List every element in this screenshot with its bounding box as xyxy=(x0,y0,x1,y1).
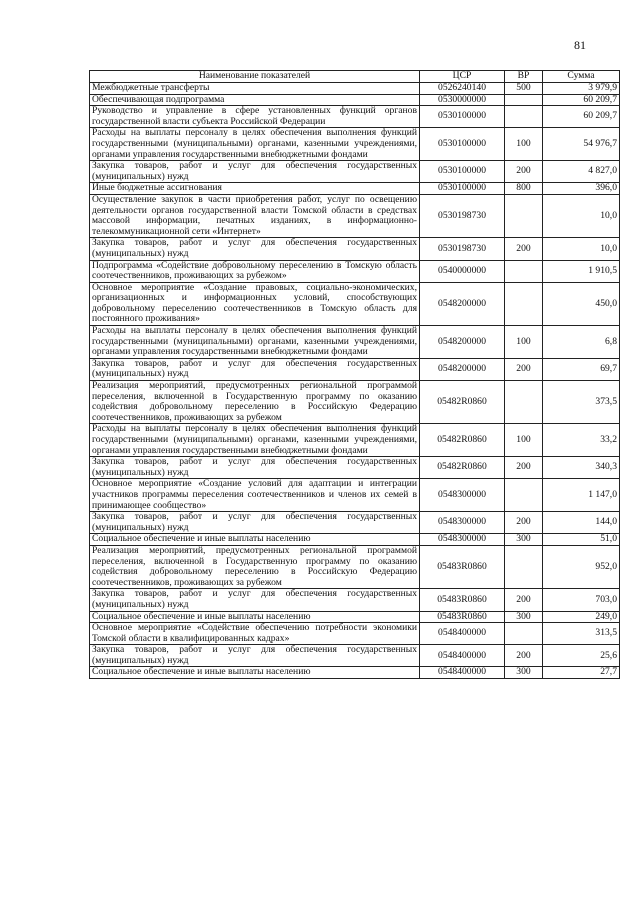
cell-vr: 100 xyxy=(505,424,543,457)
cell-sum: 3 979,9 xyxy=(543,83,620,95)
cell-vr: 100 xyxy=(505,128,543,161)
cell-sum: 249,0 xyxy=(543,611,620,623)
cell-csr: 0530100000 xyxy=(420,161,505,183)
cell-sum: 10,0 xyxy=(543,194,620,237)
cell-sum: 4 827,0 xyxy=(543,161,620,183)
table-body xyxy=(90,83,620,679)
cell-csr: 05482R0860 xyxy=(420,424,505,457)
cell-csr: 0548200000 xyxy=(420,282,505,325)
cell-name: Основное мероприятие «Содействие обеспечению потребности экономики Томской области в квалифицированных кадрах» xyxy=(90,623,420,645)
table-row xyxy=(90,94,620,106)
cell-name: Социальное обеспечение и иные выплаты населению xyxy=(90,667,420,679)
table-row xyxy=(90,238,620,260)
cell-vr: 300 xyxy=(505,534,543,546)
cell-sum: 373,5 xyxy=(543,381,620,424)
cell-csr: 0548200000 xyxy=(420,358,505,380)
cell-name: Подпрограмма «Содействие добровольному переселению в Томскую область соотечественников, проживающих за рубежом» xyxy=(90,260,420,282)
cell-name: Социальное обеспечение и иные выплаты населению xyxy=(90,534,420,546)
cell-sum: 450,0 xyxy=(543,282,620,325)
table-row xyxy=(90,457,620,479)
cell-csr: 05482R0860 xyxy=(420,457,505,479)
cell-name: Основное мероприятие «Создание правовых, социально-экономических, организационных и информационных условий, способствующих добровольному переселению соотечественников в Томскую область для постоянного проживания» xyxy=(90,282,420,325)
cell-name: Иные бюджетные ассигнования xyxy=(90,183,420,195)
cell-csr: 0548400000 xyxy=(420,623,505,645)
cell-sum: 60 209,7 xyxy=(543,106,620,128)
cell-sum: 10,0 xyxy=(543,238,620,260)
cell-csr: 0530100000 xyxy=(420,183,505,195)
cell-csr: 0540000000 xyxy=(420,260,505,282)
cell-sum: 69,7 xyxy=(543,358,620,380)
cell-vr xyxy=(505,282,543,325)
cell-vr xyxy=(505,381,543,424)
cell-sum: 51,0 xyxy=(543,534,620,546)
cell-csr: 0530000000 xyxy=(420,94,505,106)
cell-name: Закупка товаров, работ и услуг для обеспечения государственных (муниципальных) нужд xyxy=(90,512,420,534)
table-row xyxy=(90,424,620,457)
cell-name: Расходы на выплаты персоналу в целях обеспечения выполнения функций государственными (муниципальными) органами, казенными учреждениями, органами управления государственными внебюджетными фондами xyxy=(90,424,420,457)
cell-vr: 200 xyxy=(505,589,543,611)
cell-name: Расходы на выплаты персоналу в целях обеспечения выполнения функций государственными (муниципальными) органами, казенными учреждениями, органами управления государственными внебюджетными фондами xyxy=(90,128,420,161)
table-row xyxy=(90,512,620,534)
cell-name: Социальное обеспечение и иные выплаты населению xyxy=(90,611,420,623)
cell-sum: 60 209,7 xyxy=(543,94,620,106)
cell-name: Осуществление закупок в части приобретения работ, услуг по освещению деятельности органов государственной власти Томской области в средствах массовой информации, печатных изданиях, в информационно-телекоммуникационной сети «Интернет» xyxy=(90,194,420,237)
table-row xyxy=(90,128,620,161)
table-row xyxy=(90,161,620,183)
cell-vr xyxy=(505,106,543,128)
cell-vr xyxy=(505,260,543,282)
cell-sum: 144,0 xyxy=(543,512,620,534)
table-row xyxy=(90,260,620,282)
cell-vr: 200 xyxy=(505,512,543,534)
cell-csr: 05483R0860 xyxy=(420,589,505,611)
cell-sum: 54 976,7 xyxy=(543,128,620,161)
table-header-row xyxy=(90,71,620,83)
cell-vr xyxy=(505,545,543,588)
table-row xyxy=(90,381,620,424)
header-vr: ВР xyxy=(505,71,543,83)
cell-csr: 05482R0860 xyxy=(420,381,505,424)
cell-sum: 313,5 xyxy=(543,623,620,645)
cell-csr: 0548300000 xyxy=(420,479,505,512)
cell-name: Закупка товаров, работ и услуг для обеспечения государственных (муниципальных) нужд xyxy=(90,358,420,380)
cell-sum: 1 147,0 xyxy=(543,479,620,512)
cell-csr: 0526240140 xyxy=(420,83,505,95)
table-row xyxy=(90,183,620,195)
cell-vr: 200 xyxy=(505,161,543,183)
cell-sum: 952,0 xyxy=(543,545,620,588)
cell-name: Основное мероприятие «Создание условий для адаптации и интеграции участников программы переселения соотечественников и членов их семей в принимающее сообщество» xyxy=(90,479,420,512)
cell-sum: 27,7 xyxy=(543,667,620,679)
cell-sum: 396,0 xyxy=(543,183,620,195)
cell-sum: 25,6 xyxy=(543,645,620,667)
cell-name: Реализация мероприятий, предусмотренных региональной программой переселения, включенной в Государственную программу по оказанию содействия добровольному переселению в Российскую Федерацию соотечественников, проживающих за рубежом xyxy=(90,381,420,424)
cell-csr: 0548300000 xyxy=(420,512,505,534)
cell-csr: 0548400000 xyxy=(420,667,505,679)
cell-name: Обеспечивающая подпрограмма xyxy=(90,94,420,106)
cell-sum: 6,8 xyxy=(543,326,620,359)
cell-vr: 200 xyxy=(505,238,543,260)
cell-name: Руководство и управление в сфере установленных функций органов государственной власти субъекта Российской Федерации xyxy=(90,106,420,128)
cell-vr xyxy=(505,623,543,645)
page-number: 81 xyxy=(574,38,586,52)
table-row xyxy=(90,667,620,679)
cell-csr: 0548300000 xyxy=(420,534,505,546)
cell-csr: 05483R0860 xyxy=(420,545,505,588)
cell-name: Закупка товаров, работ и услуг для обеспечения государственных (муниципальных) нужд xyxy=(90,457,420,479)
cell-name: Реализация мероприятий, предусмотренных региональной программой переселения, включенной в Государственную программу по оказанию содействия добровольному переселению в Российскую Федерацию соотечественников, проживающих за рубежом xyxy=(90,545,420,588)
cell-name: Закупка товаров, работ и услуг для обеспечения государственных (муниципальных) нужд xyxy=(90,161,420,183)
cell-name: Закупка товаров, работ и услуг для обеспечения государственных (муниципальных) нужд xyxy=(90,589,420,611)
cell-csr: 0530100000 xyxy=(420,128,505,161)
cell-sum: 1 910,5 xyxy=(543,260,620,282)
table-row xyxy=(90,645,620,667)
cell-name: Межбюджетные трансферты xyxy=(90,83,420,95)
cell-vr: 200 xyxy=(505,457,543,479)
table-row xyxy=(90,623,620,645)
table-row xyxy=(90,589,620,611)
cell-vr xyxy=(505,94,543,106)
cell-vr: 200 xyxy=(505,645,543,667)
cell-sum: 33,2 xyxy=(543,424,620,457)
cell-vr: 500 xyxy=(505,83,543,95)
header-csr: ЦСР xyxy=(420,71,505,83)
cell-csr: 0530100000 xyxy=(420,106,505,128)
header-sum: Сумма xyxy=(543,71,620,83)
table-row xyxy=(90,358,620,380)
cell-csr: 0530198730 xyxy=(420,194,505,237)
budget-table xyxy=(89,70,620,679)
table-row xyxy=(90,479,620,512)
table-row xyxy=(90,545,620,588)
cell-sum: 703,0 xyxy=(543,589,620,611)
table-row xyxy=(90,194,620,237)
table-row xyxy=(90,326,620,359)
cell-vr: 300 xyxy=(505,667,543,679)
table-row xyxy=(90,83,620,95)
cell-vr: 800 xyxy=(505,183,543,195)
cell-name: Закупка товаров, работ и услуг для обеспечения государственных (муниципальных) нужд xyxy=(90,645,420,667)
cell-vr: 100 xyxy=(505,326,543,359)
table-row xyxy=(90,282,620,325)
cell-vr: 200 xyxy=(505,358,543,380)
cell-csr: 0548400000 xyxy=(420,645,505,667)
cell-csr: 05483R0860 xyxy=(420,611,505,623)
cell-vr xyxy=(505,194,543,237)
cell-csr: 0530198730 xyxy=(420,238,505,260)
cell-vr: 300 xyxy=(505,611,543,623)
header-name: Наименование показателей xyxy=(90,71,420,83)
cell-name: Закупка товаров, работ и услуг для обеспечения государственных (муниципальных) нужд xyxy=(90,238,420,260)
table-row xyxy=(90,534,620,546)
cell-csr: 0548200000 xyxy=(420,326,505,359)
cell-sum: 340,3 xyxy=(543,457,620,479)
table-row xyxy=(90,611,620,623)
table-row xyxy=(90,106,620,128)
cell-name: Расходы на выплаты персоналу в целях обеспечения выполнения функций государственными (муниципальными) органами, казенными учреждениями, органами управления государственными внебюджетными фондами xyxy=(90,326,420,359)
cell-vr xyxy=(505,479,543,512)
